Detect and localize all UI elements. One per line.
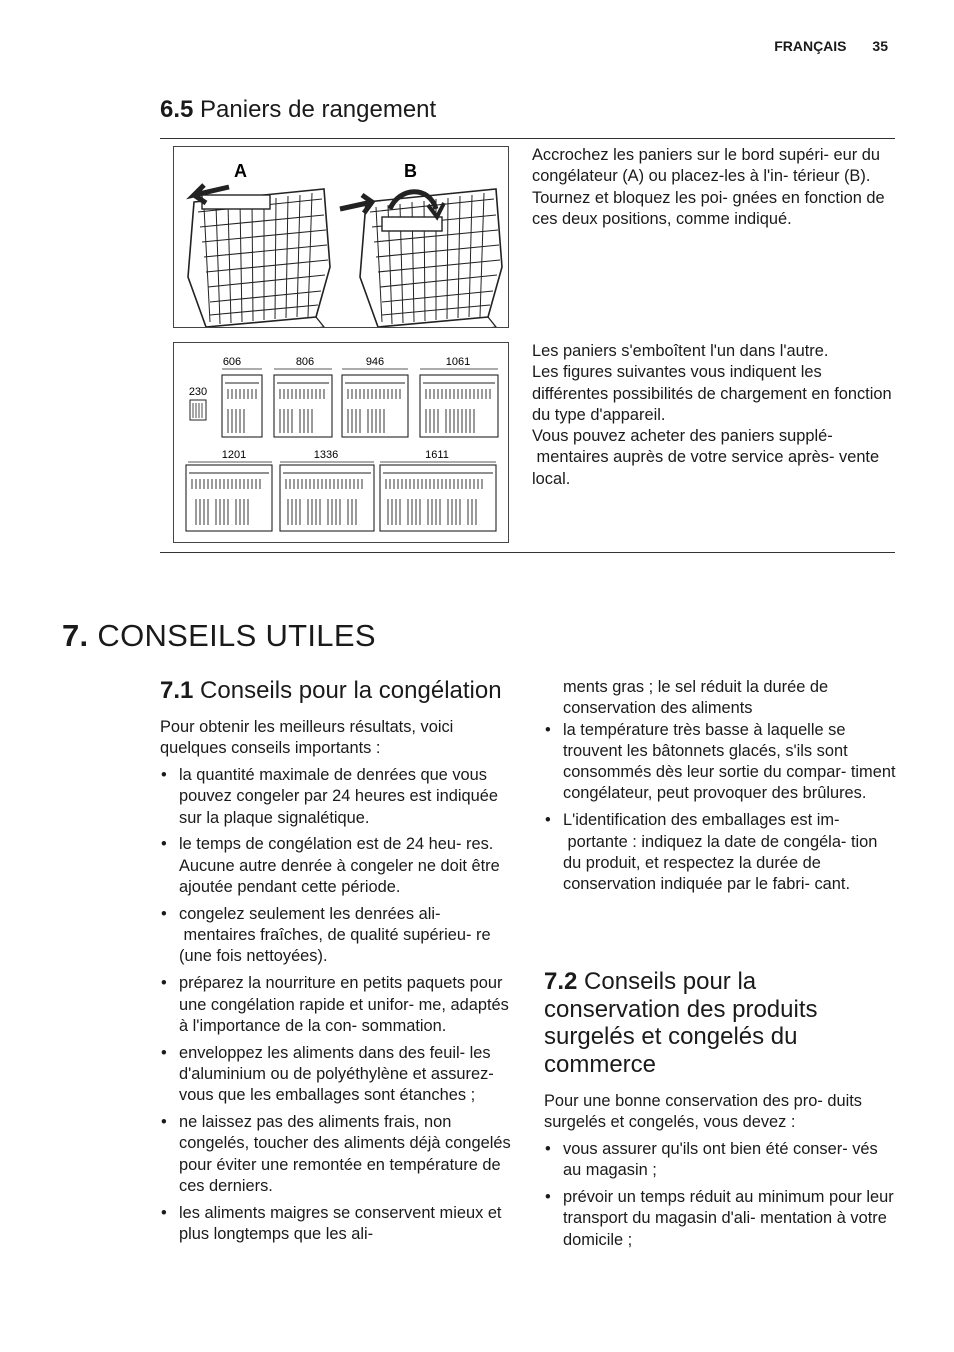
basket-1611 (380, 465, 496, 531)
freezing-tips-list-continued (544, 720, 896, 896)
chapter-number: 7. (62, 618, 89, 653)
basket-hanging-illustration (174, 147, 508, 327)
hanging-text: Accrochez les paniers sur le bord supéri- eur du congélateur (A) ou placez-les à l'in- térieur (B). Tournez et bloquez les poi- gnées en fonction de ces deux positions, comme indiqué. (532, 146, 885, 228)
size-946: 946 (365, 356, 385, 368)
sizes-text-2: Les figures suivantes vous indiquent les différentes possibilités de chargement en fonction du type d'appareil. (532, 363, 892, 424)
list-item: • vous assurer qu'ils ont bien été conser- vés au magasin ; (544, 1139, 896, 1182)
basket-946 (342, 375, 408, 437)
sizes-description (532, 341, 894, 490)
list-item: • le temps de congélation est de 24 heu- res. Aucune autre denrée à congeler ne doit être ajoutée pendant cette période. (160, 834, 512, 898)
basket-806 (274, 375, 332, 437)
size-1061: 1061 (445, 356, 471, 368)
handle-b (382, 217, 442, 231)
basket-sizes-figure (173, 342, 509, 543)
right-column (544, 677, 896, 901)
basket-606 (222, 375, 262, 437)
size-1611: 1611 (425, 449, 449, 461)
sizes-text-1: Les paniers s'emboîtent l'un dans l'autre. (532, 342, 829, 360)
size-806: 806 (295, 356, 315, 368)
list-item: • préparez la nourriture en petits paquets pour une congélation rapide et unifor- me, adaptés à l'importance de la con- sommation. (160, 973, 512, 1037)
storage-tips-list (544, 1139, 896, 1251)
page-header (774, 38, 888, 54)
chapter-7-heading (62, 618, 376, 654)
freezing-intro: Pour obtenir les meilleurs résultats, voici quelques conseils importants : (160, 718, 454, 758)
left-column (160, 717, 512, 1251)
freezing-tips-list (160, 765, 512, 1245)
section-number: 6.5 (160, 96, 194, 123)
bottom-rule (160, 552, 895, 553)
top-rule (160, 138, 895, 139)
basket-sizes-illustration (174, 343, 508, 542)
section-number: 7.2 (544, 968, 578, 995)
list-item: • congelez seulement les denrées ali- mentaires fraîches, de qualité supérieu- re (une fois nettoyées). (160, 904, 512, 968)
section-7-1-heading (160, 677, 502, 705)
section-title: Conseils pour la congélation (200, 677, 502, 704)
basket-hanging-figure (173, 146, 509, 328)
list-item: • la quantité maximale de denrées que vous pouvez congeler par 24 heures est indiquée sur la plaque signalétique. (160, 765, 512, 829)
size-230: 230 (188, 386, 208, 398)
basket-1201 (186, 465, 272, 531)
label-b: B (404, 161, 417, 181)
size-1336: 1336 (313, 449, 339, 461)
basket-1061 (420, 375, 498, 437)
chapter-title: CONSEILS UTILES (97, 618, 376, 653)
section-6-5-heading (160, 96, 436, 124)
list-item-continuation: ments gras ; le sel réduit la durée de conservation des aliments (563, 678, 829, 718)
sizes-text-3: Vous pouvez acheter des paniers supplé- mentaires auprès de votre service après- vente local. (532, 427, 880, 488)
list-item: • la température très basse à laquelle se trouvent les bâtonnets glacés, s'ils sont consommés dès leur sortie du compar- timent congélateur, peut provoquer des brûlures. (544, 720, 896, 805)
list-item: • prévoir un temps réduit au minimum pour leur transport du magasin d'ali- mentation à votre domicile ; (544, 1187, 896, 1251)
list-item: • les aliments maigres se conservent mieux et plus longtemps que les ali- (160, 1203, 512, 1246)
basket-1336 (280, 465, 374, 531)
section-title: Paniers de rangement (200, 96, 437, 123)
label-a: A (234, 161, 247, 181)
list-item: • enveloppez les aliments dans des feuil- les d'aluminium ou de polyéthylène et assurez-vous que les emballages sont étanches ; (160, 1043, 512, 1107)
list-item: • L'identification des emballages est im- portante : indiquez la date de congéla- tion du produit, et respectez la durée de conservation indiquée par le fabri- cant. (544, 810, 896, 895)
section-title: Conseils pour la conservation des produits surgelés et congelés du commerce (544, 968, 818, 1078)
storage-intro: Pour une bonne conservation des pro- duits surgelés et congelés, vous devez : (544, 1092, 863, 1132)
section-7-2-heading (544, 968, 884, 1078)
section-number: 7.1 (160, 677, 194, 704)
header-language: FRANÇAIS (774, 38, 847, 54)
hanging-description (532, 145, 894, 230)
page-number: 35 (872, 38, 888, 54)
arrow-right-icon (340, 195, 372, 213)
list-item: • ne laissez pas des aliments frais, non congelés, toucher des aliments déjà congelés pour éviter une remontée en température de ces derniers. (160, 1112, 512, 1197)
handle-a (202, 195, 270, 209)
size-1201: 1201 (221, 449, 247, 461)
storage-block (544, 1091, 896, 1257)
size-606: 606 (222, 356, 242, 368)
